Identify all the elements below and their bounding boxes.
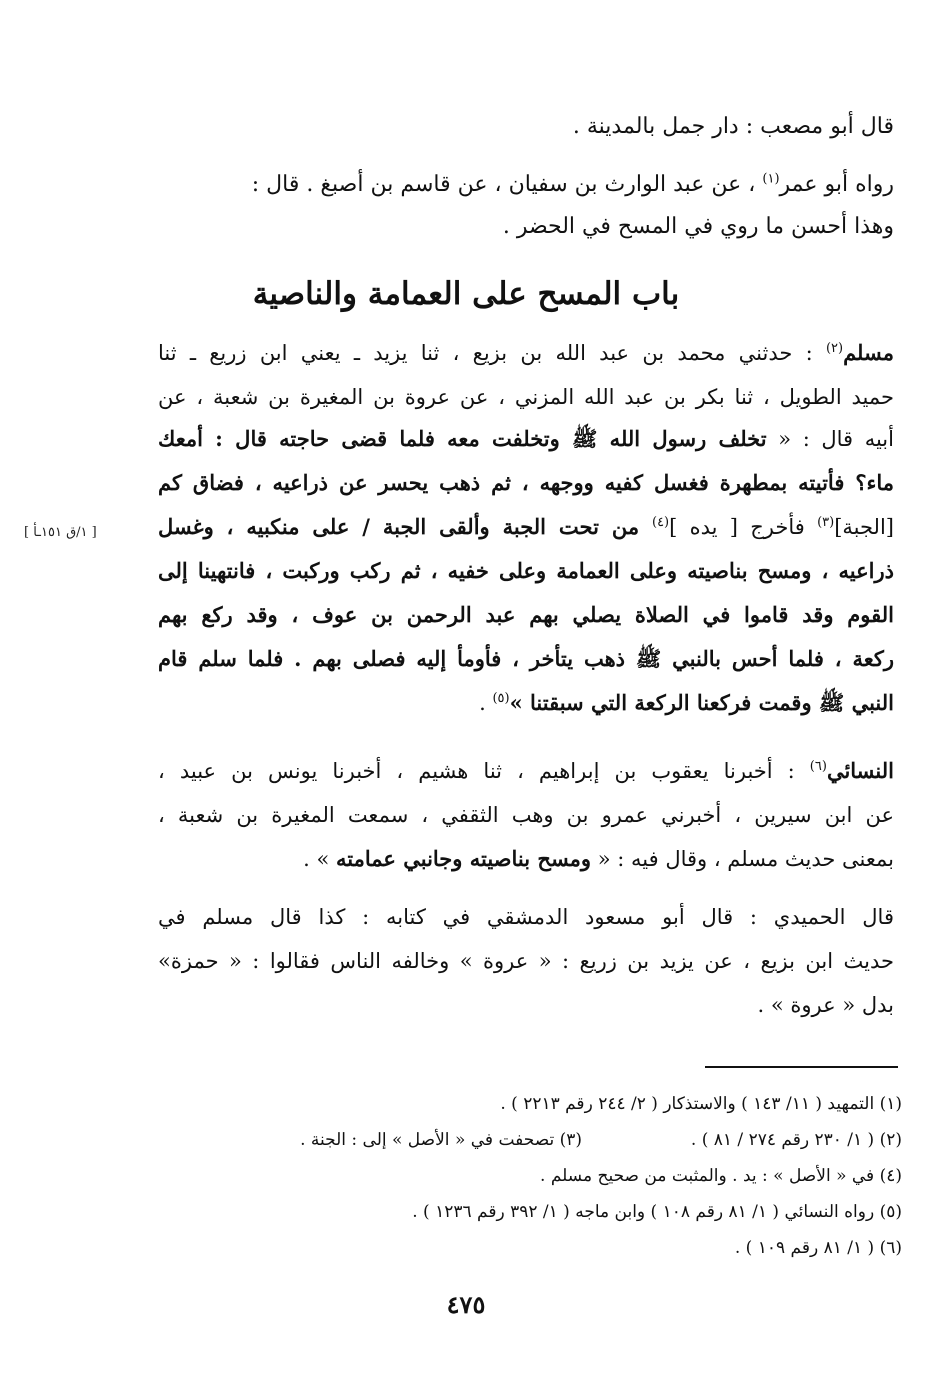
margin-manuscript-ref: [ ١/ق ١٥١ـأ ] [24,525,97,540]
footnote-2: (٢) ( ١/ ٢٣٠ رقم ٢٧٤ / ٨١ ) . [690,1130,902,1150]
muslim-line-4 [158,468,894,498]
nasai-line-2-text: عن ابن سيرين ، أخبرني عمرو بن وهب الثقفي ، سمعت المغيرة بن شعبة ، [158,803,894,827]
intro-line-3 [503,212,894,242]
footnote-ref-4: (٤) [651,515,670,530]
muslim-line-8 [158,644,894,674]
nasai-line-3 [303,844,894,874]
footnote-6: (٦) ( ١/ ٨١ رقم ١٠٩ ) . [734,1238,902,1258]
footnote-ref-1: (١) [762,171,780,187]
muslim-line-5-c: من تحت الجبة وألقى الجبة / على منكبيه ، وغسل [158,514,652,539]
humaydi-line-2-text: حديث ابن بزيع ، عن يزيد بن زريع : « عروة » وخالفه الناس فقالوا : « حمزة» [158,949,894,973]
nasai-line-1-text: : أخبرنا يعقوب بن إبراهيم ، ثنا هشيم ، أخبرنا يونس بن عبيد ، [158,759,810,783]
humaydi-line-3 [758,990,894,1020]
intro-line-3-text: وهذا أحسن ما روي في المسح في الحضر . [502,214,894,239]
humaydi-line-1 [158,902,894,932]
nasai-line-1 [158,756,894,786]
intro-line-2 [252,170,894,200]
muslim-line-9 [479,688,894,718]
footnote-ref-5: (٥) [492,691,510,706]
muslim-line-3-a: أبيه قال : « [766,427,894,451]
page-number: ٤٧٥ [446,1290,486,1319]
muslim-line-1 [158,338,894,368]
muslim-line-2 [158,382,894,412]
muslim-line-5-b: فأخرج [ يده ] [669,515,818,539]
footnote-3: (٣) تصحفت في « الأصل » إلى : الجنة . [300,1130,582,1150]
nasai-line-3-c: » . [303,847,336,871]
humaydi-line-1-text: قال الحميدي : قال أبو مسعود الدمشقي في كتابه : كذا قال مسلم في [158,905,894,929]
nasai-line-2 [158,800,894,830]
nasai-line-3-b: ومسح بناصيته وجانبي عمامته [336,846,592,871]
muslim-line-6-text: ذراعيه ، ومسح بناصيته وعلى العمامة وعلى خفيه ، ثم ركب وركبت ، فانتهينا إلى [158,558,894,583]
muslim-line-6 [158,556,894,586]
muslim-line-5-a: [الجبة] [834,515,894,539]
section-heading: باب المسح على العمامة والناصية [252,276,680,312]
muslim-line-3 [158,424,894,454]
source-nasai: النسائي [826,758,894,783]
footnote-ref-3: (٣) [817,515,835,530]
footnote-4: (٤) في « الأصل » : يد . والمثبت من صحيح مسلم . [540,1166,902,1186]
muslim-line-9-b: . [479,691,493,715]
intro-line-2-a: رواه أبو عمر [779,172,894,197]
intro-line-1-text: قال أبو مصعب : دار جمل بالمدينة . [572,114,894,139]
nasai-line-3-a: بمعنى حديث مسلم ، وقال فيه : « [591,847,894,871]
muslim-line-3-b: تخلف رسول الله ﷺ وتخلفت معه فلما قضى حاجته قال : أمعك [158,426,767,451]
intro-line-1 [573,112,894,142]
muslim-line-5 [158,512,894,542]
footnote-ref-6: (٦) [809,759,827,774]
muslim-line-9-a: النبي ﷺ وقمت فركعنا الركعة التي سبقتنا » [509,690,894,715]
source-muslim: مسلم [843,340,894,365]
intro-line-2-b: ، عن عبد الوارث بن سفيان ، عن قاسم بن أصبغ . قال : [251,172,763,197]
footnote-ref-2: (٢) [825,341,844,356]
humaydi-line-3-text: بدل « عروة » . [757,993,894,1017]
muslim-line-8-text: ركعة ، فلما أحس بالنبي ﷺ ذهب يتأخر ، فأومأ إليه فصلى بهم . فلما سلم قام [158,646,894,671]
footnote-separator [705,1066,898,1068]
footnote-5: (٥) رواه النسائي ( ١/ ٨١ رقم ١٠٨ ) وابن ماجه ( ١/ ٣٩٢ رقم ١٢٣٦ ) . [412,1202,902,1222]
muslim-line-2-text: حميد الطويل ، ثنا بكر بن عبد الله المزني ، عن عروة بن المغيرة بن شعبة ، عن [158,385,894,409]
footnote-1: (١) التمهيد ( ١١/ ١٤٣ ) والاستذكار ( ٢/ ٢٤٤ رقم ٢٢١٣ ) . [500,1094,902,1114]
muslim-line-4-text: ماء؟ فأتيته بمطهرة فغسل كفيه ووجهه ، ثم ذهب يحسر عن ذراعيه ، فضاق كم [158,470,894,495]
muslim-line-7-text: القوم وقد قاموا في الصلاة يصلي بهم عبد الرحمن بن عوف ، وقد ركع بهم [158,602,894,627]
humaydi-line-2 [158,946,894,976]
muslim-line-7 [158,600,894,630]
muslim-line-1-text: : حدثني محمد بن عبد الله بن بزيع ، ثنا يزيد ـ يعني ابن زريع ـ ثنا [158,341,826,365]
